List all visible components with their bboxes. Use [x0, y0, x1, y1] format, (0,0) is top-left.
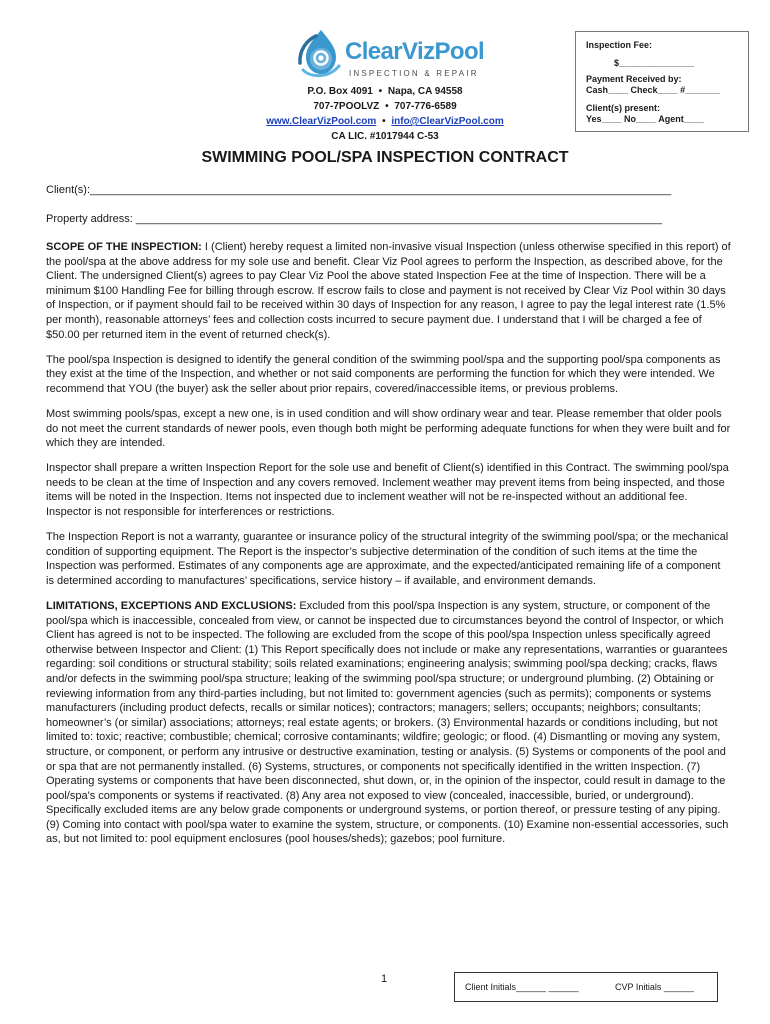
- clients-field[interactable]: Client(s):_______________________________________________________________________________________________: [46, 184, 672, 196]
- client-initials-field[interactable]: Client Initials______ ______: [465, 982, 579, 992]
- phone-alpha: 707-7POOLVZ: [313, 101, 380, 112]
- license-number: CA LIC. #1017944 C-53: [331, 131, 439, 142]
- email-link[interactable]: info@ClearVizPool.com: [391, 116, 504, 127]
- scope-text: I (Client) hereby request a limited non-invasive visual Inspection (unless otherwise specified in this report) of the pool/spa at the above address for my sole use and benefit. Clear Viz Pool agrees to perform the Inspection, as described above, for the Client. The undersigned Client(s) agrees to pay Clear Viz Pool the above stated Inspection Fee at the time of Inspection. There will be a minimum $100 Handling Fee for billing through escrow. If escrow fails to close and payment is not received by Clear Viz Pool within 30 days of Inspection, or if payment should fail to be received within 30 days of Inspection for any reason, I agree to pay the legal interest rate (1.5% per month), reasonable attorneys’ fees and collection costs incurred to secure payment due. I understand that I will be charged a fee of $50.00 per returned item in the event of returned check(s).: [46, 241, 731, 341]
- website-link[interactable]: www.ClearVizPool.com: [266, 116, 377, 127]
- phone-numeric: 707-776-6589: [394, 101, 457, 112]
- city-state-zip: Napa, CA 94558: [387, 86, 463, 97]
- bullet-separator: •: [382, 116, 386, 127]
- cvp-initials-field[interactable]: CVP Initials ______: [615, 982, 694, 992]
- limitations-text: Excluded from this pool/spa Inspection is any system, structure, or component of the pool/spa which is inaccessible, concealed from view, or cannot be inspected due to circumstances beyond the control of Inspector, or which Client has agreed is not to be inspected. The following are excluded from the scope of this pool/spa Inspection unless specifically agreed otherwise between Inspector and Client: (1) This Report specifically does not include or make any representations, warranties or guarantees regarding: soil conditions or structural stability; soils related examinations; engineering analysis; swimming pool/spa decking; cracks, flaws and/or defects in the swimming pool/spa structure; leaking of the swimming pool/spa structure; or underground plumbing. (2) Obtaining or reviewing information from any third-parties including, but not limited to: government agencies (such as permits); components or systems manufacturers (including product defects, recalls or similar notices); contractors; managers; sellers; occupants; neighbors; consultants; homeowner’s (or similar) associations; attorneys; real estate agents; or brokers. (3) Environmental hazards or conditions including, but not limited to: toxic; reactive; combustible; chemical; corrosive contaminants; wildfire; geologic; or flood. (4) Dismantling or moving any system, structure, or component, or perform any intrusive or destructive examination, testing or analysis. (5) Systems or components of the pool and or spa that are not permanently installed. (6) Systems, structures, or components not specifically identified in the written Inspection. (7) Operating systems or components that have been disconnected, shut down, or, in the opinion of the inspector, could result in damage to the pool/spa's components or systems if reactivated. (8) Any area not exposed to view (concealed, inaccessible, buried, or underground). Specifically excluded items are any below grade components or underground systems, or portion thereof, or pressure testing of any piping. (9) Coming into contact with pool/spa water to examine the system, structure, or components. (10) Examine non-essential accessories, such as, but not limited to: pool equipment enclosures (pool houses/sheds); gazebos; pool furniture.: [46, 599, 729, 846]
- scope-heading: SCOPE OF THE INSPECTION:: [46, 241, 202, 253]
- page-number: 1: [381, 973, 388, 985]
- clients-present-line[interactable]: Yes____ No____ Agent____: [586, 114, 704, 124]
- scope-paragraph: [46, 240, 731, 342]
- po-box: P.O. Box 4091: [307, 86, 373, 97]
- purpose-paragraph: The pool/spa Inspection is designed to identify the general condition of the swimming pool/spa and the supporting pool/spa components as they exist at the time of the Inspection, and whether or not said components are performing the function for which they were intended. We recommend that YOU (the buyer) ask the seller about prior repairs, covered/inaccessible items, or previous problems.: [46, 353, 721, 395]
- address-line: [220, 84, 550, 99]
- brand-tagline: INSPECTION & REPAIR: [349, 69, 479, 78]
- condition-paragraph: Most swimming pools/spas, except a new one, is in used condition and will show ordinary wear and tear. Please remember that older pools do not meet the current standards of newer pools, even though both might be performing adequate functions for when they were built and for which they are intended.: [46, 407, 731, 450]
- page-title: SWIMMING POOL/SPA INSPECTION CONTRACT: [201, 149, 569, 166]
- pool-logo-icon: [295, 28, 343, 80]
- web-line: [220, 114, 550, 129]
- bullet-separator: •: [378, 86, 383, 97]
- inspection-fee-box: [575, 31, 749, 132]
- initials-box: [454, 972, 718, 1002]
- fee-label: Inspection Fee:: [586, 40, 653, 50]
- limitations-paragraph: [46, 599, 731, 847]
- warranty-paragraph: The Inspection Report is not a warranty, guarantee or insurance policy of the structural integrity of the swimming pool/spa; or the mechanical condition of supporting equipment. The Report is the inspector’s subjective determination of the condition of such items at the time the Inspection was performed. Estimates of any components age are approximate, and the expected/anticipated remaining life of a component is determined according to manufactures’ specifications, service history – if available, and environment demands.: [46, 531, 729, 587]
- bullet-separator: •: [385, 101, 389, 112]
- contract-body: [46, 240, 731, 858]
- fee-line[interactable]: $_______________: [614, 58, 695, 68]
- property-address-field[interactable]: Property address: ______________________________________________________________________________________: [46, 213, 662, 225]
- company-logo: [295, 28, 485, 80]
- payment-label: Payment Received by:: [586, 74, 682, 84]
- phone-line: [220, 99, 550, 114]
- contact-block: [220, 84, 550, 144]
- clients-present-label: Client(s) present:: [586, 103, 661, 113]
- limitations-heading: LIMITATIONS, EXCEPTIONS AND EXCLUSIONS:: [46, 599, 297, 612]
- report-paragraph: Inspector shall prepare a written Inspection Report for the sole use and benefit of Client(s) identified in this Contract. The swimming pool/spa needs to be clean at the time of Inspection and any covers removed. Inclement weather may prevent items from being inspected, and those items will be noted in the Inspection. Items not inspected due to inclement weather will not be re-inspected without an additional fee. Inspector is not responsible for interferences or restrictions.: [46, 462, 729, 518]
- payment-line[interactable]: Cash____ Check____ #_______: [586, 85, 721, 95]
- brand-name: ClearVizPool: [345, 38, 485, 65]
